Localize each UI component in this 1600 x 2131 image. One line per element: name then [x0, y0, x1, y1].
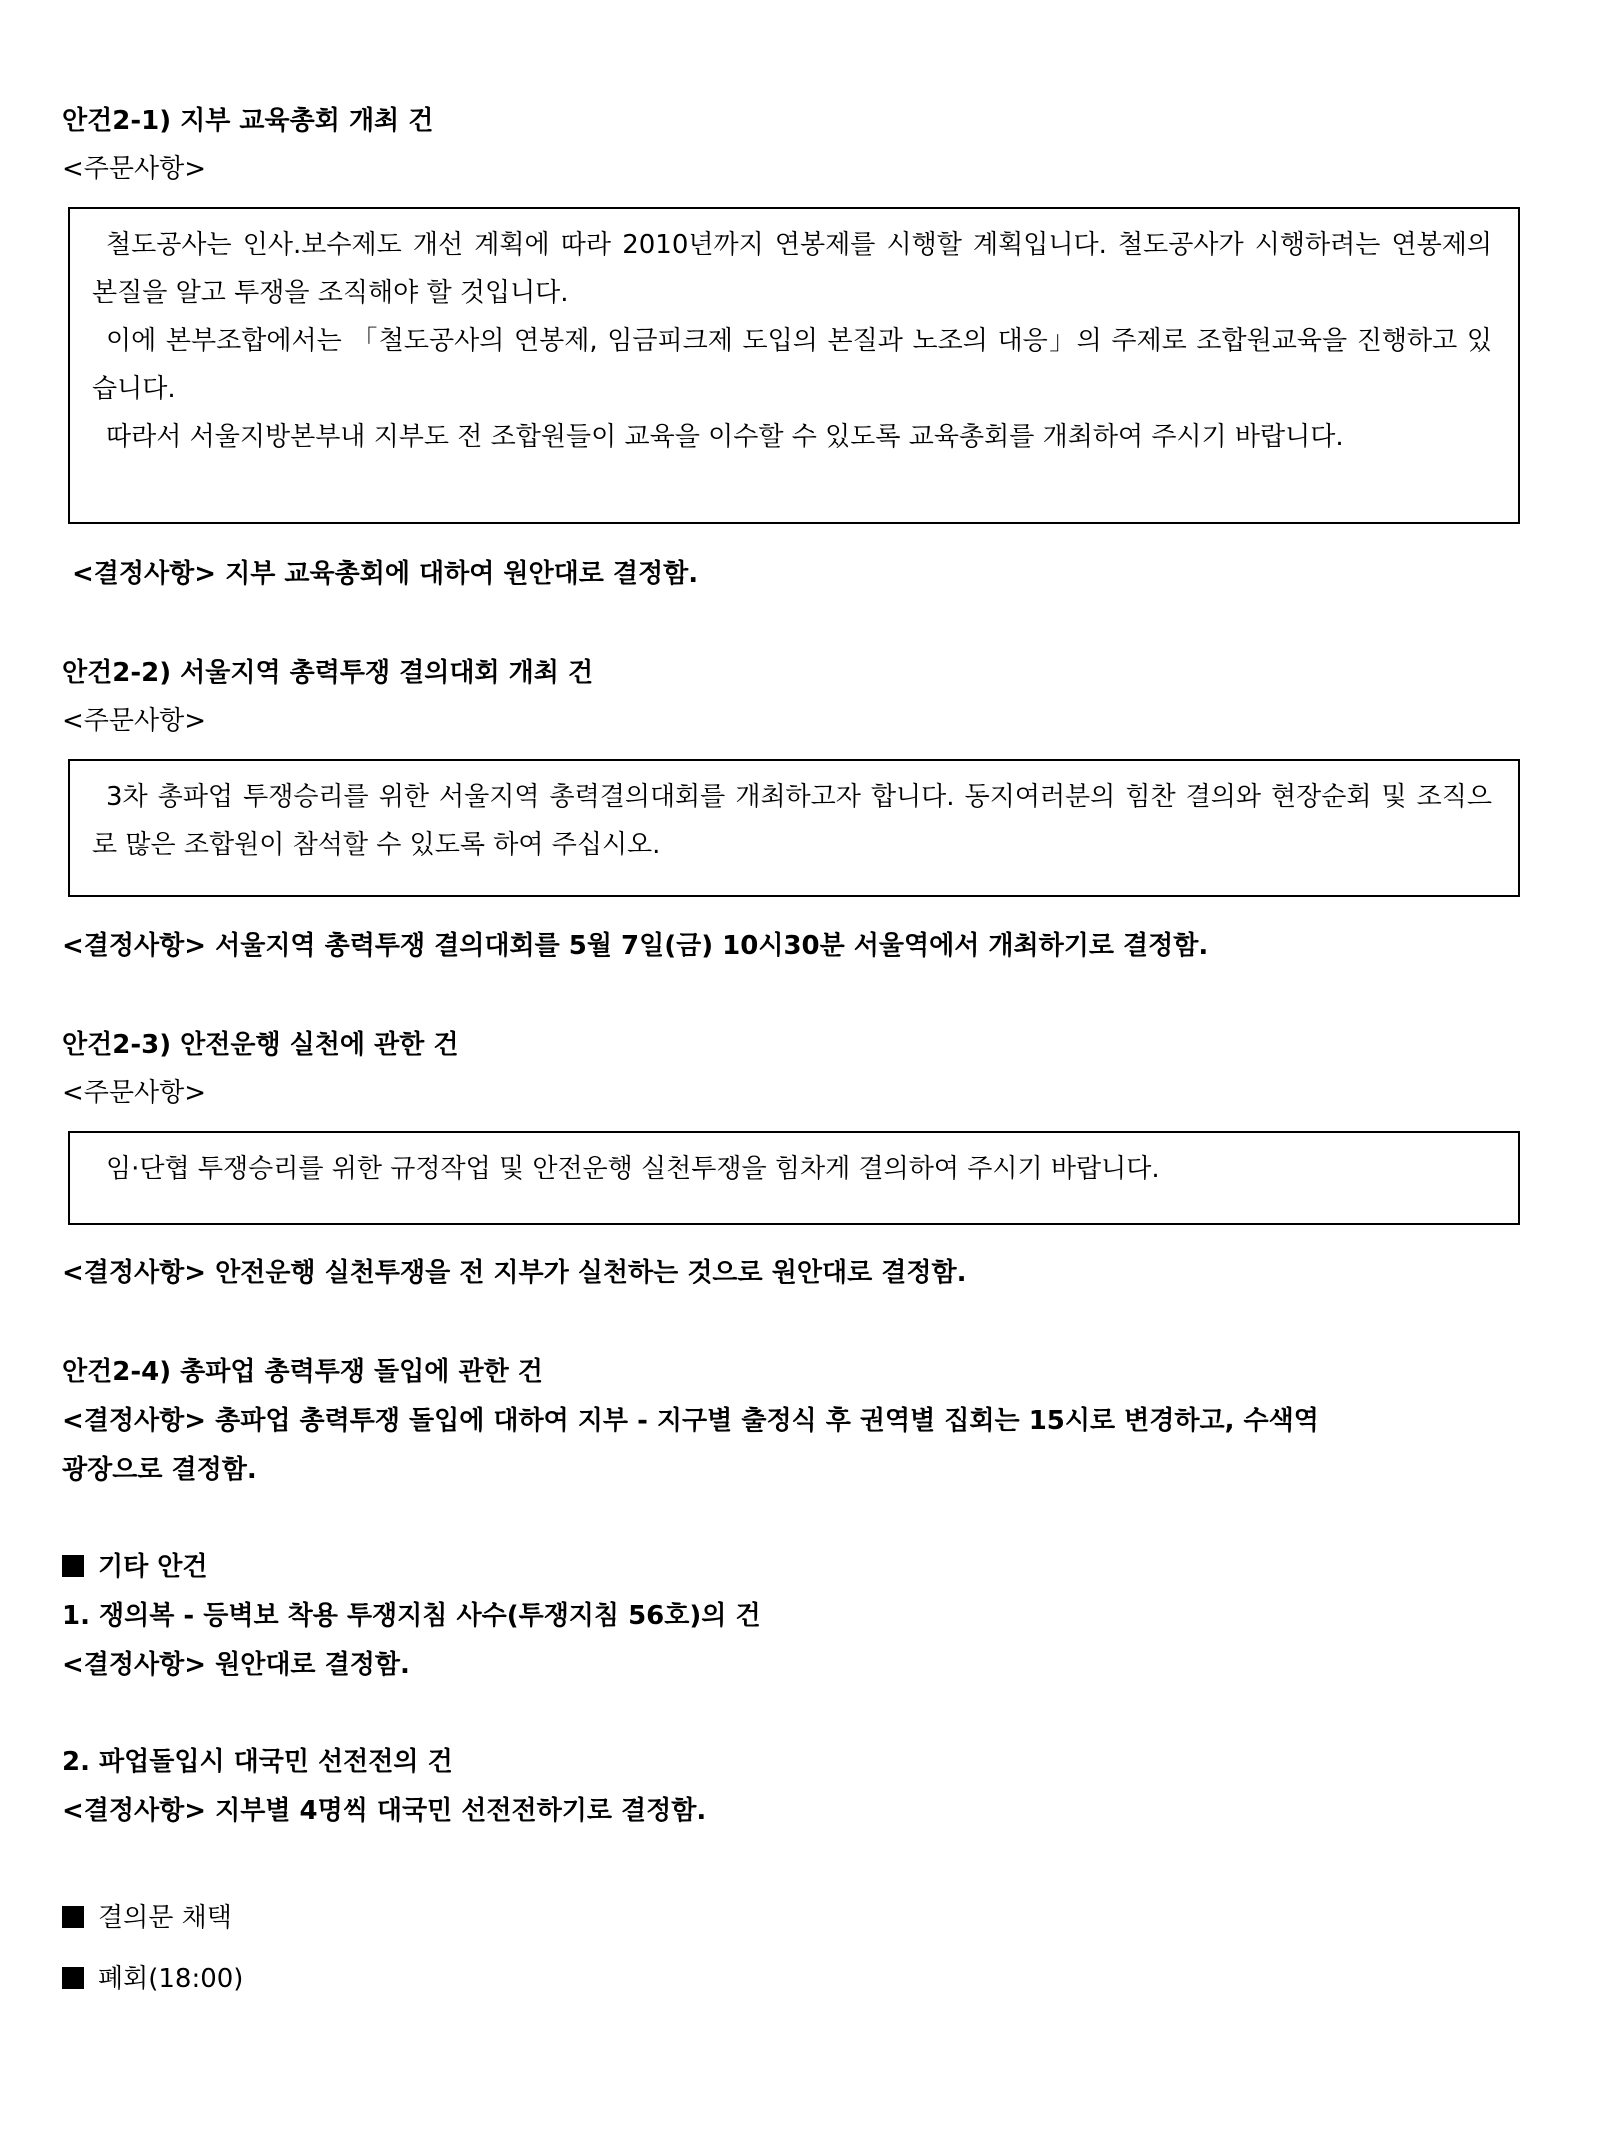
agenda-2-2-title: 안건2-2) 서울지역 총력투쟁 결의대회 개최 건 — [62, 658, 594, 688]
agenda-2-3-decision: <결정사항> 안전운행 실천투쟁을 전 지부가 실천하는 것으로 원안대로 결정함. — [62, 1258, 967, 1288]
agenda-2-3-order-label: <주문사항> — [62, 1078, 207, 1108]
black-square-bullet-icon — [62, 1967, 84, 1989]
agenda-2-4-title: 안건2-4) 총파업 총력투쟁 돌입에 관한 건 — [62, 1357, 543, 1387]
agenda-2-4-decision-line-2: 광장으로 결정함. — [62, 1455, 257, 1485]
agenda-2-1-order-box — [68, 207, 1520, 524]
agenda-2-3-order-box — [68, 1131, 1520, 1225]
agenda-2-3-title: 안건2-3) 안전운행 실천에 관한 건 — [62, 1030, 459, 1060]
agenda-2-2-order-label: <주문사항> — [62, 706, 207, 736]
other-agenda-heading-text: 기타 안건 — [98, 1552, 208, 1582]
agenda-2-2-decision: <결정사항> 서울지역 총력투쟁 결의대회를 5월 7일(금) 10시30분 서울역에서 개최하기로 결정함. — [62, 931, 1209, 961]
agenda-2-1-order-label: <주문사항> — [62, 154, 207, 184]
closing-line — [62, 1962, 243, 1996]
agenda-2-2-order-paragraph-1: 3차 총파업 투쟁승리를 위한 서울지역 총력결의대회를 개최하고자 합니다. 동지여러분의 힘찬 결의와 현장순회 및 조직으로 많은 조합원이 참석할 수 있도록 하여 주십시오. — [92, 782, 1492, 860]
agenda-2-1-order-paragraph-2: 이에 본부조합에서는 「철도공사의 연봉제, 임금피크제 도입의 본질과 노조의 대응」의 주제로 조합원교육을 진행하고 있습니다. — [92, 326, 1492, 404]
black-square-bullet-icon — [62, 1906, 84, 1928]
agenda-2-4-decision-line-1: <결정사항> 총파업 총력투쟁 돌입에 대하여 지부 - 지구별 출정식 후 권역별 집회는 15시로 변경하고, 수색역 — [62, 1406, 1319, 1436]
other-item-1-title: 1. 쟁의복 - 등벽보 착용 투쟁지침 사수(투쟁지침 56호)의 건 — [62, 1601, 761, 1631]
resolution-line — [62, 1901, 232, 1935]
closing-text: 폐회(18:00) — [98, 1964, 244, 1994]
other-item-2-title: 2. 파업돌입시 대국민 선전전의 건 — [62, 1747, 453, 1777]
agenda-2-1-order-paragraph-3: 따라서 서울지방본부내 지부도 전 조합원들이 교육을 이수할 수 있도록 교육총회를 개최하여 주시기 바랍니다. — [106, 422, 1344, 452]
other-item-1-decision: <결정사항> 원안대로 결정함. — [62, 1650, 410, 1680]
other-item-2-decision: <결정사항> 지부별 4명씩 대국민 선전전하기로 결정함. — [62, 1796, 707, 1826]
agenda-2-1-title: 안건2-1) 지부 교육총회 개최 건 — [62, 106, 434, 136]
resolution-text: 결의문 채택 — [98, 1903, 232, 1933]
agenda-2-3-order-paragraph-1: 임·단협 투쟁승리를 위한 규정작업 및 안전운행 실천투쟁을 힘차게 결의하여 주시기 바랍니다. — [106, 1154, 1160, 1184]
other-agenda-heading — [62, 1550, 208, 1584]
black-square-bullet-icon — [62, 1555, 84, 1577]
agenda-2-1-decision: <결정사항> 지부 교육총회에 대하여 원안대로 결정함. — [72, 559, 699, 589]
agenda-2-2-order-box — [68, 759, 1520, 897]
agenda-2-1-order-paragraph-1: 철도공사는 인사.보수제도 개선 계획에 따라 2010년까지 연봉제를 시행할 계획입니다. 철도공사가 시행하려는 연봉제의 본질을 알고 투쟁을 조직해야 할 것입니다. — [92, 230, 1492, 308]
